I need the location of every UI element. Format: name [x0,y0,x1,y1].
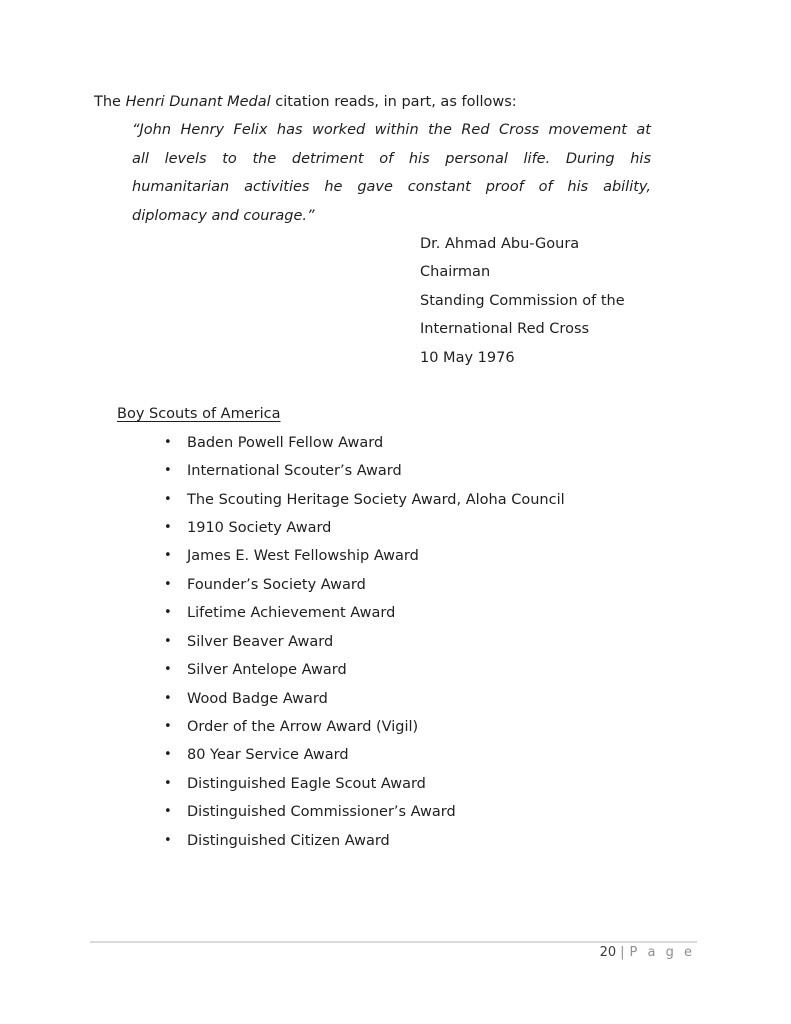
page-number: 20 [599,945,617,960]
award-label: Order of the Arrow Award (Vigil) [187,718,419,735]
bullet-icon: • [164,662,172,678]
award-label: Founder’s Society Award [187,576,366,593]
list-item [94,457,651,485]
footer-separator: | [620,945,626,960]
quote-line: humanitarian activities he gave constant proof of his ability, [132,179,651,196]
footer-divider [90,941,697,943]
list-item [94,628,651,656]
medal-name: Henri Dunant Medal [125,94,271,110]
attribution-name: Dr. Ahmad Abu-Goura [420,236,580,253]
award-label: International Scouter’s Award [187,463,402,480]
list-item [94,713,651,741]
bullet-icon: • [164,718,172,734]
attribution-org-line: International Red Cross [420,321,590,338]
list-item [94,571,651,599]
award-label: Distinguished Citizen Award [187,832,390,849]
bullet-icon: • [164,775,172,791]
list-item [94,599,651,627]
quote-line: “John Henry Felix has worked within the Red Cross movement at [132,122,651,139]
footer-page-label: P a g e [629,945,695,960]
bullet-icon: • [164,804,172,820]
attribution-date: 10 May 1976 [420,349,515,366]
award-label: Silver Beaver Award [187,633,334,650]
award-label: The Scouting Heritage Society Award, Aloha Council [187,491,565,508]
list-item [94,514,651,542]
award-label: James E. West Fellowship Award [187,548,419,565]
award-list [94,429,651,855]
list-item [94,827,651,855]
award-label: Baden Powell Fellow Award [187,434,384,451]
award-label: Distinguished Commissioner’s Award [187,804,456,821]
bullet-icon: • [164,832,172,848]
bullet-icon: • [164,747,172,763]
attribution-title: Chairman [420,264,491,281]
bullet-icon: • [164,690,172,706]
intro-prefix: The [94,94,126,110]
citation-quote [132,116,651,230]
award-label: 80 Year Service Award [187,747,349,764]
list-item [94,770,651,798]
list-item [94,486,651,514]
quote-line: diplomacy and courage.” [132,207,315,224]
page-footer [600,944,695,962]
section-heading: Boy Scouts of America [117,406,281,423]
bullet-icon: • [164,633,172,649]
attribution-org-line: Standing Commission of the [420,292,625,309]
document-body [94,88,651,855]
list-item [94,741,651,769]
list-item [94,798,651,826]
award-label: Lifetime Achievement Award [187,605,396,622]
attribution-block [420,230,651,372]
bullet-icon: • [164,605,172,621]
list-item [94,429,651,457]
bullet-icon: • [164,463,172,479]
bullet-icon: • [164,434,172,450]
award-label: 1910 Society Award [187,520,332,537]
list-item [94,542,651,570]
bullet-icon: • [164,491,172,507]
quote-line: all levels to the detriment of his personal life. During his [132,150,651,167]
intro-suffix: citation reads, in part, as follows: [270,94,517,110]
list-item [94,685,651,713]
award-label: Wood Badge Award [187,690,328,707]
bullet-icon: • [164,548,172,564]
bullet-icon: • [164,520,172,536]
list-item [94,656,651,684]
bullet-icon: • [164,576,172,592]
award-label: Silver Antelope Award [187,662,347,679]
intro-paragraph [94,88,651,116]
award-label: Distinguished Eagle Scout Award [187,775,426,792]
